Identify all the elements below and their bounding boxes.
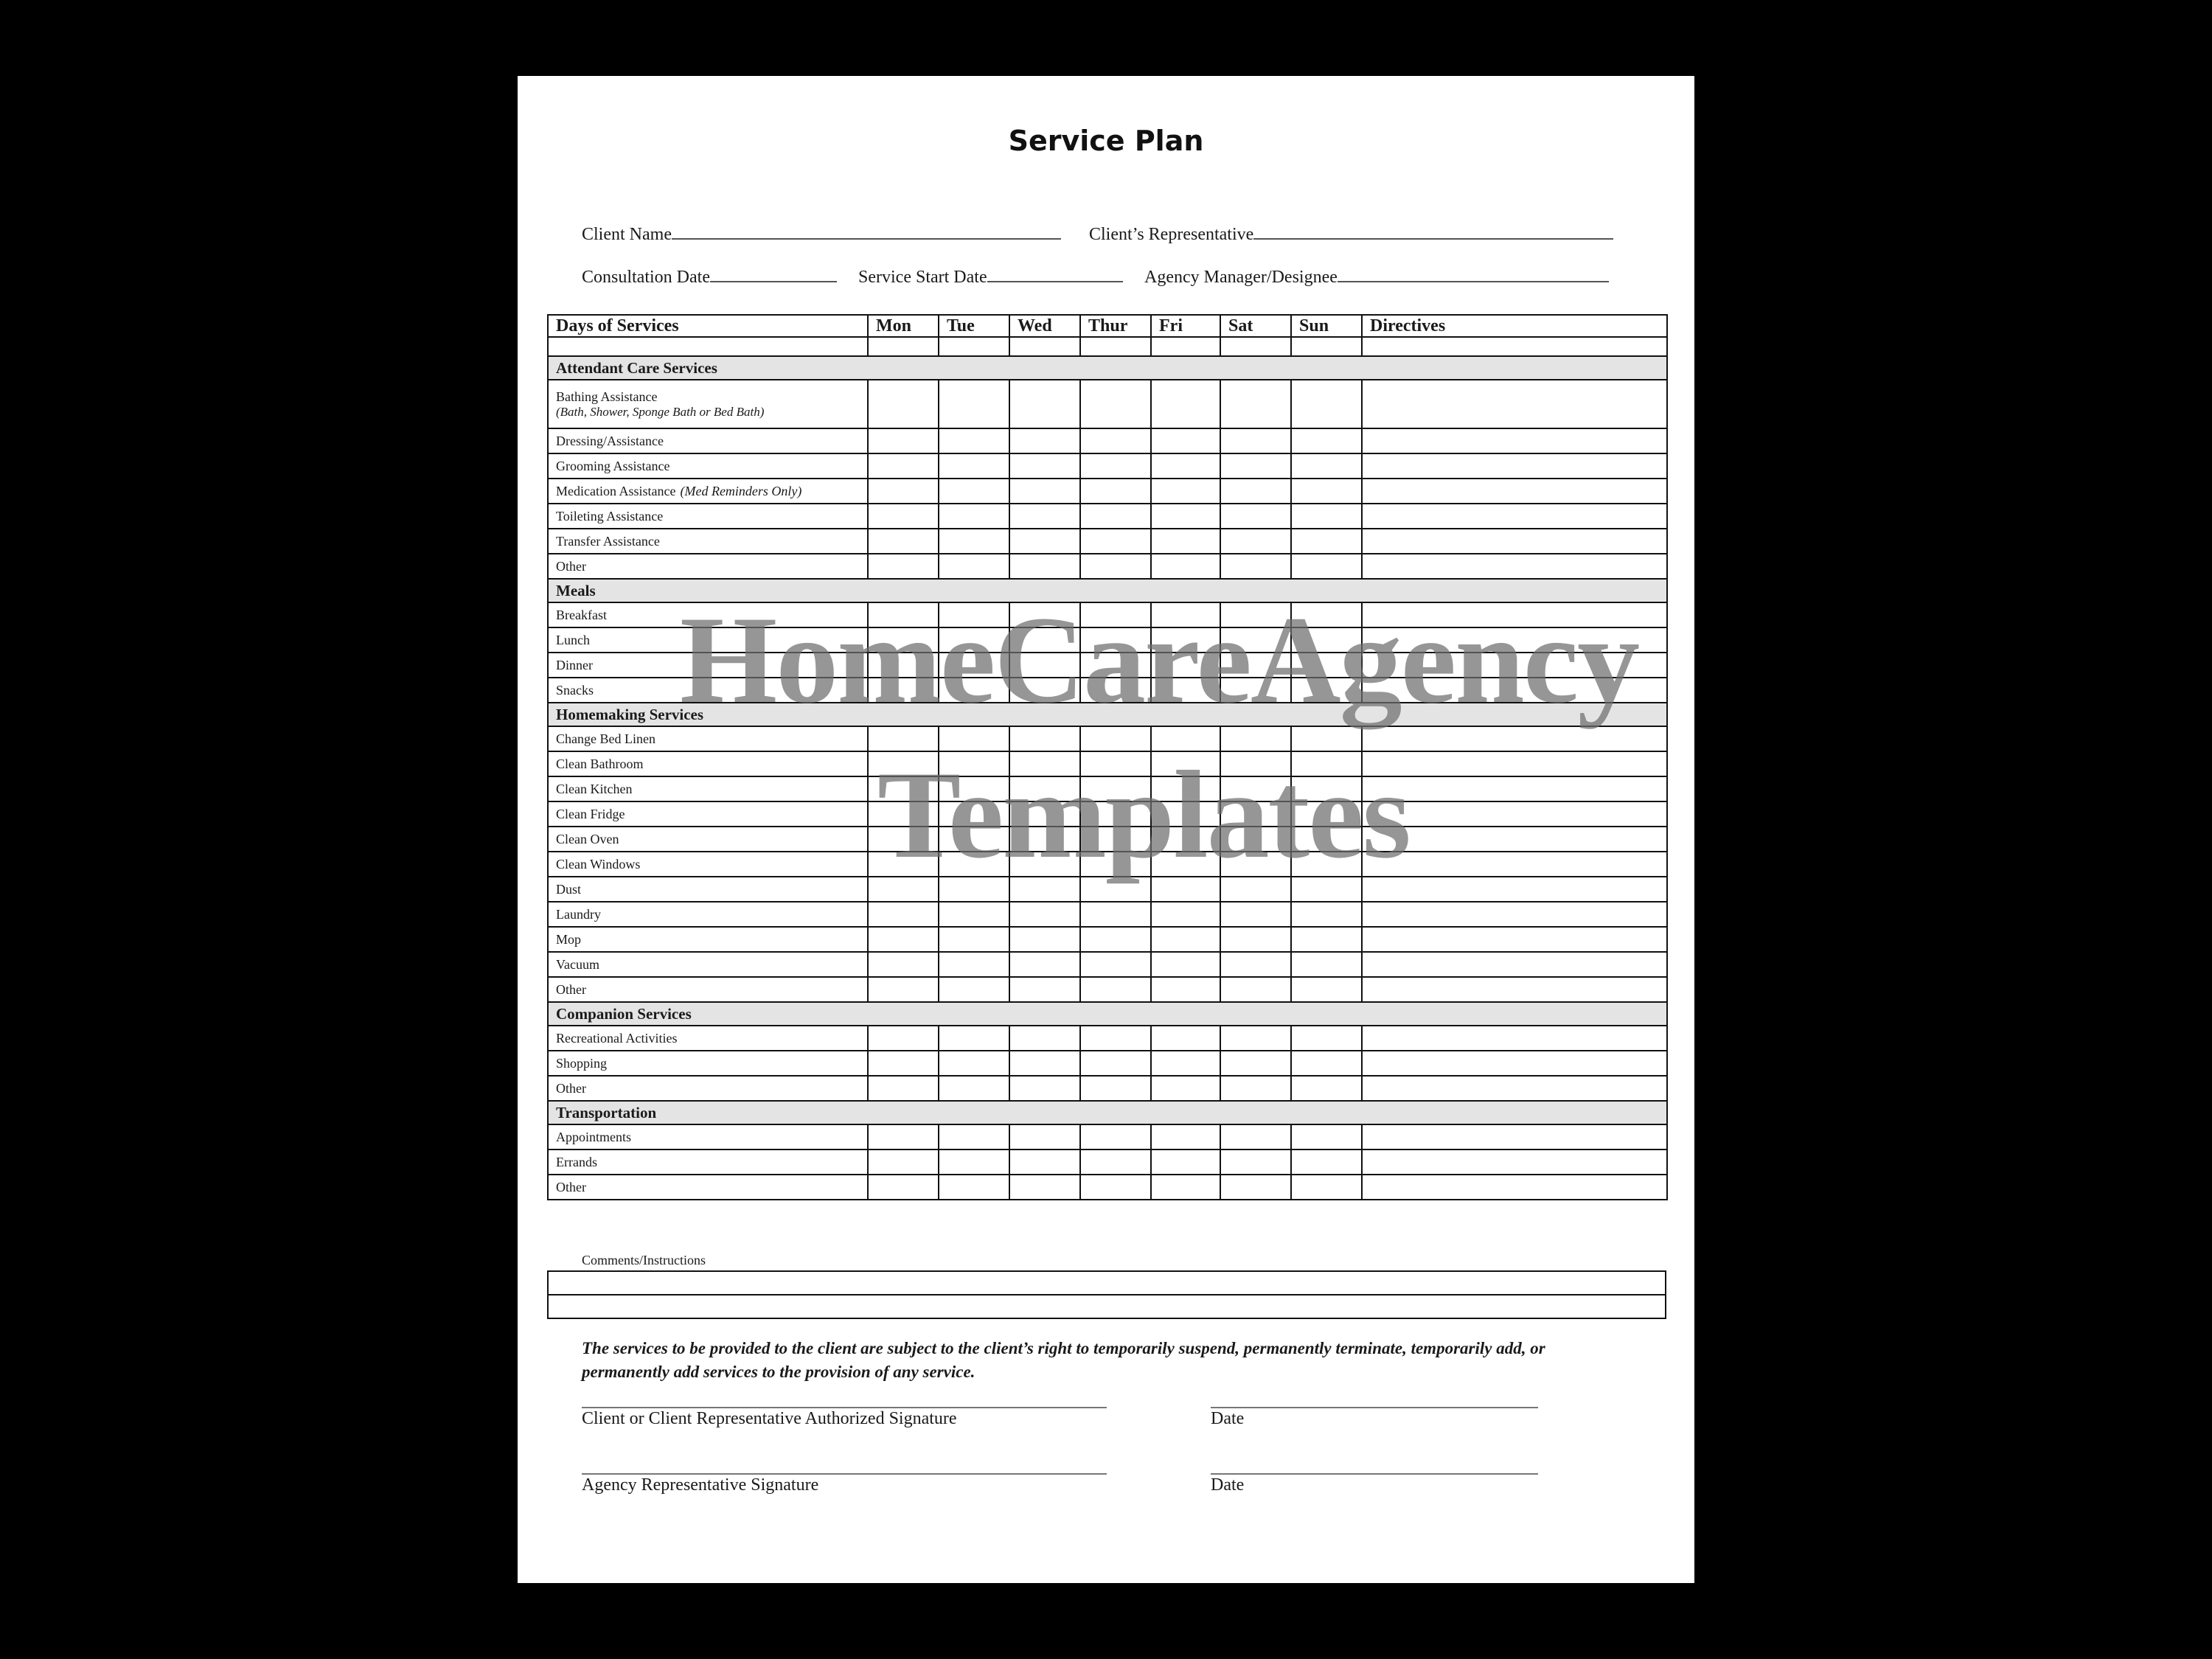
day-checkbox-cell[interactable] <box>939 428 1009 453</box>
day-checkbox-cell[interactable] <box>1151 504 1220 529</box>
service-label: Dinner <box>556 657 593 672</box>
day-checkbox-cell[interactable] <box>1080 428 1151 453</box>
day-checkbox-cell[interactable] <box>1220 1026 1291 1051</box>
page-title: Service Plan <box>1008 125 1204 157</box>
day-checkbox-cell[interactable] <box>1220 952 1291 977</box>
service-label-cell <box>548 977 868 1002</box>
service-label: Errands <box>556 1154 597 1169</box>
day-checkbox-cell[interactable] <box>1009 529 1080 554</box>
day-checkbox-cell[interactable] <box>1291 453 1362 479</box>
day-checkbox-cell[interactable] <box>868 380 939 428</box>
service-label: Other <box>556 1080 586 1096</box>
day-checkbox-cell[interactable] <box>1080 902 1151 927</box>
day-checkbox-cell[interactable] <box>939 977 1009 1002</box>
service-label-cell <box>548 827 868 852</box>
service-label-cell <box>548 479 868 504</box>
day-checkbox-cell[interactable] <box>1220 1124 1291 1150</box>
day-checkbox-cell[interactable] <box>1080 504 1151 529</box>
day-checkbox-cell[interactable] <box>1220 453 1291 479</box>
day-checkbox-cell[interactable] <box>1009 1051 1080 1076</box>
day-checkbox-cell[interactable] <box>1151 1026 1220 1051</box>
day-checkbox-cell[interactable] <box>939 902 1009 927</box>
column-header: Sat <box>1220 315 1291 337</box>
disclaimer-text: The services to be provided to the client are subject to the client’s right to temporarily suspend, permanently terminate, temporarily add, or permanently add services to the provision of any service. <box>582 1339 1545 1381</box>
service-label: Clean Oven <box>556 831 619 846</box>
day-checkbox-cell[interactable] <box>868 428 939 453</box>
service-label: Grooming Assistance <box>556 458 670 473</box>
service-label: Transfer Assistance <box>556 533 660 549</box>
service-label-cell <box>548 1026 868 1051</box>
table-row <box>548 902 1667 927</box>
client-signature-line[interactable] <box>582 1407 1107 1408</box>
day-checkbox-cell[interactable] <box>939 1051 1009 1076</box>
table-row <box>548 927 1667 952</box>
day-checkbox-cell[interactable] <box>1080 977 1151 1002</box>
day-checkbox-cell[interactable] <box>939 1124 1009 1150</box>
service-label-cell <box>548 453 868 479</box>
service-label: Other <box>556 1179 586 1194</box>
day-checkbox-cell[interactable] <box>1151 1150 1220 1175</box>
comments-line[interactable] <box>548 1295 1666 1318</box>
day-checkbox-cell[interactable] <box>1080 952 1151 977</box>
service-label: Other <box>556 981 586 997</box>
day-checkbox-cell[interactable] <box>868 453 939 479</box>
day-checkbox-cell[interactable] <box>1291 529 1362 554</box>
day-checkbox-cell[interactable] <box>1291 927 1362 952</box>
directives-cell[interactable] <box>1362 380 1667 428</box>
day-checkbox-cell[interactable] <box>1151 554 1220 579</box>
table-row <box>548 1124 1667 1150</box>
table-row <box>548 1175 1667 1200</box>
day-checkbox-cell[interactable] <box>1009 1150 1080 1175</box>
day-checkbox-cell[interactable] <box>1220 380 1291 428</box>
section-header-row <box>548 1101 1667 1124</box>
day-checkbox-cell[interactable] <box>1291 380 1362 428</box>
service-label: Toileting Assistance <box>556 508 664 524</box>
blank-cell <box>1080 337 1151 356</box>
service-label-cell <box>548 1175 868 1200</box>
column-header: Mon <box>868 315 939 337</box>
service-label: Laundry <box>556 906 601 922</box>
day-checkbox-cell[interactable] <box>1151 1051 1220 1076</box>
clients-representative-label: Client’s Representative <box>1089 225 1254 244</box>
day-checkbox-cell[interactable] <box>1220 529 1291 554</box>
day-checkbox-cell[interactable] <box>1220 902 1291 927</box>
section-title: Meals <box>548 579 1667 602</box>
table-row <box>548 428 1667 453</box>
day-checkbox-cell[interactable] <box>868 529 939 554</box>
day-checkbox-cell[interactable] <box>939 479 1009 504</box>
day-checkbox-cell[interactable] <box>1220 504 1291 529</box>
day-checkbox-cell[interactable] <box>1151 453 1220 479</box>
blank-cell <box>939 337 1009 356</box>
watermark-line-1: HomeCareAgency <box>680 591 1639 729</box>
day-checkbox-cell[interactable] <box>1009 1175 1080 1200</box>
section-header-row <box>548 356 1667 380</box>
day-checkbox-cell[interactable] <box>1291 554 1362 579</box>
service-note: (Med Reminders Only) <box>680 483 802 498</box>
day-checkbox-cell[interactable] <box>939 1175 1009 1200</box>
day-checkbox-cell[interactable] <box>1080 380 1151 428</box>
day-checkbox-cell[interactable] <box>1009 1026 1080 1051</box>
directives-cell[interactable] <box>1362 1150 1667 1175</box>
day-checkbox-cell[interactable] <box>1291 504 1362 529</box>
service-start-date-field[interactable] <box>858 266 1123 288</box>
day-checkbox-cell[interactable] <box>1291 1124 1362 1150</box>
day-checkbox-cell[interactable] <box>1009 902 1080 927</box>
section-title: Homemaking Services <box>548 703 1667 726</box>
directives-cell[interactable] <box>1362 1175 1667 1200</box>
day-checkbox-cell[interactable] <box>1080 1150 1151 1175</box>
agency-manager-label: Agency Manager/Designee <box>1144 268 1338 287</box>
service-label: Lunch <box>556 632 590 647</box>
date-line-2[interactable] <box>1211 1473 1538 1475</box>
day-checkbox-cell[interactable] <box>1080 1076 1151 1101</box>
blank-row <box>548 337 1667 356</box>
directives-cell[interactable] <box>1362 902 1667 927</box>
day-checkbox-cell[interactable] <box>1220 428 1291 453</box>
service-label: Shopping <box>556 1055 608 1071</box>
day-checkbox-cell[interactable] <box>1291 977 1362 1002</box>
blank-cell <box>868 337 939 356</box>
table-row <box>548 380 1667 428</box>
column-header: Wed <box>1009 315 1080 337</box>
service-label: Vacuum <box>556 956 599 972</box>
day-checkbox-cell[interactable] <box>939 453 1009 479</box>
day-checkbox-cell[interactable] <box>939 927 1009 952</box>
day-checkbox-cell[interactable] <box>1291 1150 1362 1175</box>
day-checkbox-cell[interactable] <box>1151 952 1220 977</box>
column-header: Sun <box>1291 315 1362 337</box>
day-checkbox-cell[interactable] <box>1009 927 1080 952</box>
service-label: Clean Kitchen <box>556 781 633 796</box>
table-row <box>548 1150 1667 1175</box>
day-checkbox-cell[interactable] <box>1080 479 1151 504</box>
day-checkbox-cell[interactable] <box>939 380 1009 428</box>
day-checkbox-cell[interactable] <box>1220 554 1291 579</box>
date-line-1[interactable] <box>1211 1407 1538 1408</box>
client-name-label: Client Name <box>582 225 672 244</box>
table-row <box>548 1051 1667 1076</box>
document-page <box>518 76 1694 1583</box>
day-checkbox-cell[interactable] <box>1151 1076 1220 1101</box>
day-checkbox-cell[interactable] <box>1291 1026 1362 1051</box>
day-checkbox-cell[interactable] <box>1009 428 1080 453</box>
table-row <box>548 453 1667 479</box>
service-label-cell <box>548 852 868 877</box>
section-header-row <box>548 1002 1667 1026</box>
day-checkbox-cell[interactable] <box>868 952 939 977</box>
service-label-cell <box>548 1076 868 1101</box>
day-checkbox-cell[interactable] <box>939 554 1009 579</box>
table-row <box>548 977 1667 1002</box>
directives-cell[interactable] <box>1362 479 1667 504</box>
service-label-cell <box>548 776 868 801</box>
blank-cell <box>1151 337 1220 356</box>
day-checkbox-cell[interactable] <box>1009 554 1080 579</box>
blank-cell <box>1362 337 1667 356</box>
blank-cell <box>1220 337 1291 356</box>
day-checkbox-cell[interactable] <box>1080 453 1151 479</box>
service-note: (Bath, Shower, Sponge Bath or Bed Bath) <box>556 404 765 419</box>
directives-cell[interactable] <box>1362 529 1667 554</box>
directives-cell[interactable] <box>1362 504 1667 529</box>
day-checkbox-cell[interactable] <box>868 977 939 1002</box>
service-label: Bathing Assistance <box>556 389 658 404</box>
day-checkbox-cell[interactable] <box>1151 380 1220 428</box>
agency-signature-label: Agency Representative Signature <box>582 1475 819 1495</box>
consultation-date-field[interactable] <box>582 266 837 288</box>
service-label: Dressing/Assistance <box>556 433 664 448</box>
service-label-cell <box>548 554 868 579</box>
day-checkbox-cell[interactable] <box>1009 453 1080 479</box>
blank-cell <box>548 337 868 356</box>
day-checkbox-cell[interactable] <box>939 529 1009 554</box>
service-label-cell <box>548 952 868 977</box>
day-checkbox-cell[interactable] <box>868 554 939 579</box>
consultation-date-label: Consultation Date <box>582 268 710 287</box>
service-label-cell <box>548 504 868 529</box>
day-checkbox-cell[interactable] <box>1291 1076 1362 1101</box>
blank-cell <box>1291 337 1362 356</box>
blank-cell <box>1009 337 1080 356</box>
table-row <box>548 1076 1667 1101</box>
day-checkbox-cell[interactable] <box>1080 1175 1151 1200</box>
day-checkbox-cell[interactable] <box>1291 479 1362 504</box>
service-label: Appointments <box>556 1129 631 1144</box>
day-checkbox-cell[interactable] <box>1080 927 1151 952</box>
table-row <box>548 504 1667 529</box>
column-header: Tue <box>939 315 1009 337</box>
day-checkbox-cell[interactable] <box>1291 1175 1362 1200</box>
day-checkbox-cell[interactable] <box>1291 1051 1362 1076</box>
table-row <box>548 952 1667 977</box>
service-label-cell <box>548 751 868 776</box>
day-checkbox-cell[interactable] <box>1220 927 1291 952</box>
column-header: Days of Services <box>548 315 868 337</box>
day-checkbox-cell[interactable] <box>1151 1124 1220 1150</box>
day-checkbox-cell[interactable] <box>1080 1051 1151 1076</box>
service-label-cell <box>548 902 868 927</box>
table-row <box>548 1026 1667 1051</box>
directives-cell[interactable] <box>1362 927 1667 952</box>
day-checkbox-cell[interactable] <box>868 1051 939 1076</box>
directives-cell[interactable] <box>1362 1026 1667 1051</box>
day-checkbox-cell[interactable] <box>1080 1124 1151 1150</box>
day-checkbox-cell[interactable] <box>1151 977 1220 1002</box>
service-label: Clean Windows <box>556 856 641 872</box>
service-label-cell <box>548 801 868 827</box>
day-checkbox-cell[interactable] <box>868 902 939 927</box>
table-row <box>548 479 1667 504</box>
clients-representative-field[interactable] <box>1089 223 1613 245</box>
day-checkbox-cell[interactable] <box>1009 1124 1080 1150</box>
date-label-1: Date <box>1211 1409 1245 1428</box>
service-label: Breakfast <box>556 607 607 622</box>
directives-cell[interactable] <box>1362 1076 1667 1101</box>
day-checkbox-cell[interactable] <box>1220 479 1291 504</box>
service-label: Dust <box>556 881 582 897</box>
directives-cell[interactable] <box>1362 1051 1667 1076</box>
service-label-cell <box>548 1150 868 1175</box>
day-checkbox-cell[interactable] <box>1220 977 1291 1002</box>
day-checkbox-cell[interactable] <box>868 1150 939 1175</box>
service-label-cell <box>548 380 868 428</box>
day-checkbox-cell[interactable] <box>1220 1051 1291 1076</box>
day-checkbox-cell[interactable] <box>1220 1150 1291 1175</box>
directives-cell[interactable] <box>1362 554 1667 579</box>
day-checkbox-cell[interactable] <box>868 1076 939 1101</box>
service-label: Snacks <box>556 682 594 698</box>
day-checkbox-cell[interactable] <box>1151 902 1220 927</box>
comments-label: Comments/Instructions <box>582 1253 706 1267</box>
directives-cell[interactable] <box>1362 428 1667 453</box>
directives-cell[interactable] <box>1362 1124 1667 1150</box>
day-checkbox-cell[interactable] <box>1009 504 1080 529</box>
day-checkbox-cell[interactable] <box>868 1124 939 1150</box>
day-checkbox-cell[interactable] <box>868 1175 939 1200</box>
service-label: Mop <box>556 931 582 947</box>
day-checkbox-cell[interactable] <box>1080 554 1151 579</box>
directives-cell[interactable] <box>1362 453 1667 479</box>
section-title: Companion Services <box>548 1002 1667 1026</box>
agency-manager-field[interactable] <box>1144 266 1609 288</box>
day-checkbox-cell[interactable] <box>1151 479 1220 504</box>
column-header: Thur <box>1080 315 1151 337</box>
service-label: Other <box>556 558 586 574</box>
day-checkbox-cell[interactable] <box>868 504 939 529</box>
day-checkbox-cell[interactable] <box>939 1150 1009 1175</box>
day-checkbox-cell[interactable] <box>1009 479 1080 504</box>
day-checkbox-cell[interactable] <box>1009 977 1080 1002</box>
service-label: Medication Assistance <box>556 483 676 498</box>
day-checkbox-cell[interactable] <box>1151 1175 1220 1200</box>
service-label-cell <box>548 877 868 902</box>
day-checkbox-cell[interactable] <box>939 504 1009 529</box>
day-checkbox-cell[interactable] <box>939 1026 1009 1051</box>
service-label-cell <box>548 1051 868 1076</box>
service-start-date-label: Service Start Date <box>858 268 987 287</box>
day-checkbox-cell[interactable] <box>1080 1026 1151 1051</box>
section-title: Transportation <box>548 1101 1667 1124</box>
day-checkbox-cell[interactable] <box>1151 428 1220 453</box>
table-header-row <box>548 315 1667 337</box>
service-label-cell <box>548 428 868 453</box>
day-checkbox-cell[interactable] <box>1009 380 1080 428</box>
table-row <box>548 554 1667 579</box>
day-checkbox-cell[interactable] <box>939 1076 1009 1101</box>
watermark-line-2: Templates <box>877 745 1410 884</box>
service-label: Clean Fridge <box>556 806 625 821</box>
service-label: Recreational Activities <box>556 1030 678 1046</box>
section-title: Attendant Care Services <box>548 356 1667 380</box>
client-signature-label: Client or Client Representative Authorized Signature <box>582 1409 957 1428</box>
day-checkbox-cell[interactable] <box>1151 529 1220 554</box>
client-name-field[interactable] <box>582 223 1061 245</box>
column-header: Fri <box>1151 315 1220 337</box>
directives-cell[interactable] <box>1362 977 1667 1002</box>
directives-cell[interactable] <box>1362 952 1667 977</box>
column-header: Directives <box>1362 315 1667 337</box>
day-checkbox-cell[interactable] <box>1220 1175 1291 1200</box>
day-checkbox-cell[interactable] <box>868 479 939 504</box>
day-checkbox-cell[interactable] <box>1220 1076 1291 1101</box>
day-checkbox-cell[interactable] <box>868 1026 939 1051</box>
comments-box[interactable] <box>547 1270 1666 1319</box>
day-checkbox-cell[interactable] <box>1291 902 1362 927</box>
day-checkbox-cell[interactable] <box>939 952 1009 977</box>
agency-signature-line[interactable] <box>582 1473 1107 1475</box>
day-checkbox-cell[interactable] <box>1009 952 1080 977</box>
day-checkbox-cell[interactable] <box>868 927 939 952</box>
date-label-2: Date <box>1211 1475 1245 1495</box>
table-row <box>548 529 1667 554</box>
day-checkbox-cell[interactable] <box>1291 428 1362 453</box>
service-label-cell <box>548 529 868 554</box>
day-checkbox-cell[interactable] <box>1080 529 1151 554</box>
day-checkbox-cell[interactable] <box>1291 952 1362 977</box>
day-checkbox-cell[interactable] <box>1151 927 1220 952</box>
service-label: Clean Bathroom <box>556 756 644 771</box>
service-label-cell <box>548 927 868 952</box>
service-label-cell <box>548 1124 868 1150</box>
service-label: Change Bed Linen <box>556 731 655 746</box>
comments-line[interactable] <box>548 1271 1666 1295</box>
day-checkbox-cell[interactable] <box>1009 1076 1080 1101</box>
